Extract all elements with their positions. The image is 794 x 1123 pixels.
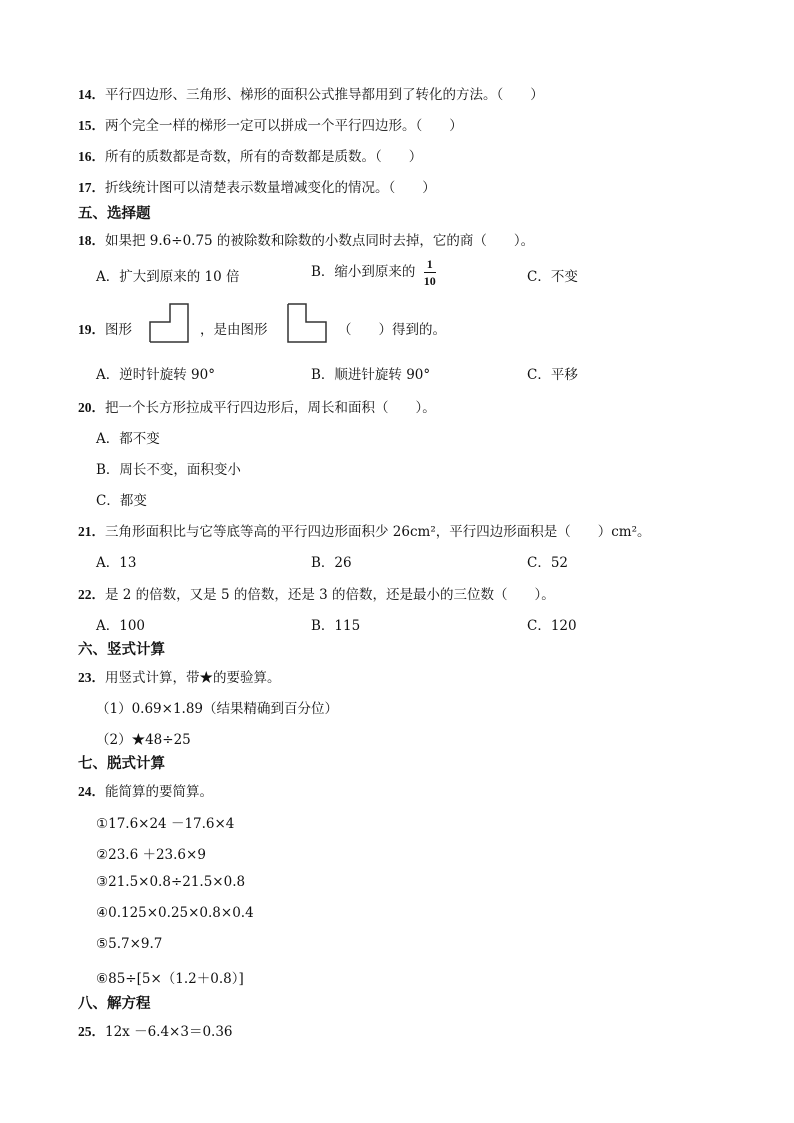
question-text: 用竖式计算，带★的要验算。 [105, 670, 281, 686]
question-text: 三角形面积比与它等底等高的平行四边形面积少 26cm²，平行四边形面积是（ ）cm²。 [105, 524, 651, 540]
option-c: C．平移 [527, 367, 578, 383]
option-b: B．周长不变，面积变小 [96, 462, 241, 478]
question-text-part2: ，是由图形 [200, 322, 268, 338]
question-14 [78, 83, 544, 103]
option-b: B．顺进针旋转 90° [311, 367, 431, 383]
question-text: 折线统计图可以清楚表示数量增减变化的情况。（ ） [105, 180, 436, 196]
question-number: 15． [78, 118, 105, 133]
question-number: 14． [78, 87, 105, 102]
question-number: 22． [78, 587, 105, 602]
question-22 [78, 583, 555, 603]
question-text-part3: （ ）得到的。 [338, 322, 446, 338]
fraction [424, 258, 436, 287]
option-c: C．不变 [527, 269, 578, 285]
question-number: 23． [78, 670, 105, 685]
question-text: 平行四边形、三角形、梯形的面积公式推导都用到了转化的方法。（ ） [105, 87, 544, 103]
option-a: A．扩大到原来的 10 倍 [96, 269, 240, 285]
question-number: 24． [78, 784, 105, 799]
rotated-l-shape-figure [148, 302, 190, 344]
question-17 [78, 176, 436, 196]
sub-question-1: （1）0.69×1.89（结果精确到百分位） [96, 701, 339, 717]
option-c: C．52 [527, 555, 569, 571]
question-text: 把一个长方形拉成平行四边形后，周长和面积（ ）。 [105, 400, 436, 416]
option-b: B．26 [311, 555, 352, 571]
question-number: 16． [78, 149, 105, 164]
question-text: 12x －6.4×3＝0.36 [105, 1024, 233, 1040]
question-number: 19． [78, 322, 105, 337]
option-b-text: B．缩小到原来的 [311, 264, 416, 280]
calc-item: ⑤5.7×9.7 [96, 936, 163, 952]
question-text: 能简算的要简算。 [105, 784, 213, 800]
option-b: B．115 [311, 618, 361, 634]
section-title-equation: 八、解方程 [78, 995, 151, 1012]
option-a: A．100 [96, 618, 146, 634]
section-title-choice: 五、选择题 [78, 205, 151, 222]
sub-question-2: （2）★48÷25 [96, 732, 191, 748]
option-a: A．都不变 [96, 431, 160, 447]
question-text: 两个完全一样的梯形一定可以拼成一个平行四边形。（ ） [105, 118, 463, 134]
question-number: 25． [78, 1024, 105, 1039]
question-text-part1: 图形 [105, 322, 132, 338]
calc-item: ②23.6 ＋23.6×9 [96, 847, 206, 863]
calc-item: ⑥85÷[5×（1.2＋0.8）] [96, 971, 244, 987]
option-a: A．逆时针旋转 90° [96, 367, 215, 383]
question-text: 所有的质数都是奇数，所有的奇数都是质数。（ ） [105, 149, 423, 165]
question-20 [78, 396, 436, 416]
question-number: 21． [78, 524, 105, 539]
question-23 [78, 666, 281, 686]
option-c: C．都变 [96, 493, 147, 509]
question-16 [78, 145, 422, 165]
question-25 [78, 1020, 233, 1040]
section-title-step-calc: 七、脱式计算 [78, 755, 165, 772]
fraction-numerator: 1 [426, 257, 433, 271]
question-number: 18． [78, 233, 105, 248]
question-24 [78, 780, 213, 800]
option-c: C．120 [527, 618, 577, 634]
question-18 [78, 229, 534, 249]
option-b [311, 258, 436, 287]
fraction-bar [424, 272, 436, 273]
question-15 [78, 114, 463, 134]
section-title-vertical-calc: 六、竖式计算 [78, 641, 165, 658]
question-19 [78, 318, 132, 338]
question-number: 20． [78, 400, 105, 415]
l-shape-figure [286, 302, 328, 344]
calc-item: ③21.5×0.8÷21.5×0.8 [96, 874, 246, 890]
calc-item: ①17.6×24 －17.6×4 [96, 816, 235, 832]
question-number: 17． [78, 180, 105, 195]
question-text: 是 2 的倍数，又是 5 的倍数，还是 3 的倍数，还是最小的三位数（ ）。 [105, 587, 555, 603]
fraction-denominator: 10 [423, 274, 436, 288]
option-a: A．13 [96, 555, 137, 571]
question-21 [78, 520, 651, 540]
question-text: 如果把 9.6÷0.75 的被除数和除数的小数点同时去掉，它的商（ ）。 [105, 233, 535, 249]
calc-item: ④0.125×0.25×0.8×0.4 [96, 905, 254, 921]
